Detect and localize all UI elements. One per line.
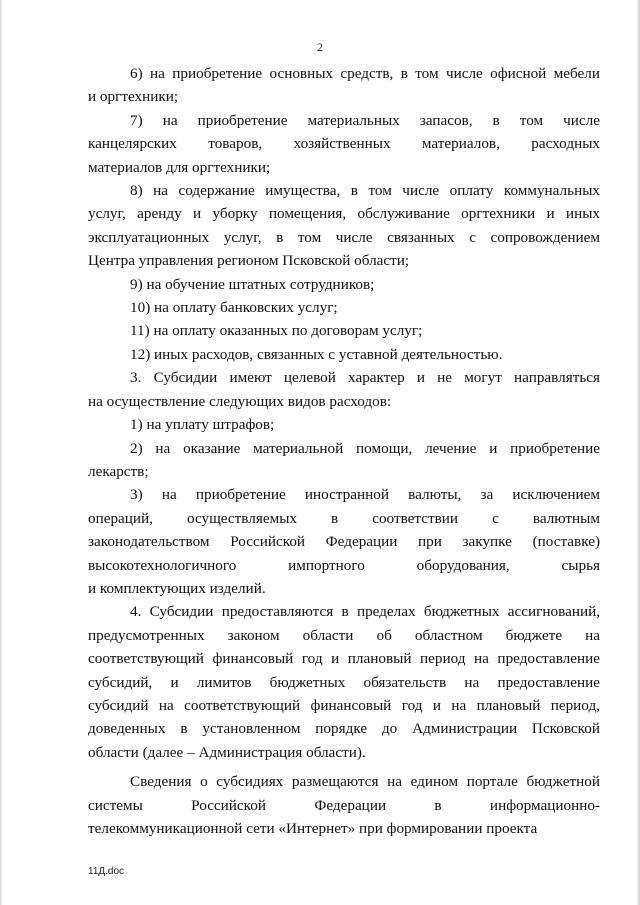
text-line: лекарств;	[88, 462, 149, 480]
paragraph	[88, 413, 600, 436]
text-line: и оргтехники;	[88, 88, 179, 106]
text-line: системы Российской Федерации в информационно-	[88, 796, 600, 814]
paragraph	[88, 600, 600, 764]
text-line: услуг, аренду и уборку помещения, обслуживание оргтехники и иных	[88, 205, 600, 223]
document-body	[88, 62, 600, 840]
scan-edge-left	[0, 0, 3, 905]
paragraph	[88, 343, 600, 366]
text-line: 9) на обучение штатных сотрудников;	[130, 275, 375, 293]
text-line: 11) на оплату оказанных по договорам услуг;	[130, 322, 423, 340]
text-line: законодательством Российской Федерации при закупке (поставке)	[88, 533, 600, 551]
paragraph	[88, 319, 600, 342]
text-line: субсидий на соответствующий финансовый год и на плановый период,	[88, 696, 600, 714]
text-line: соответствующий финансовый год и плановый период на предоставление	[88, 650, 600, 668]
paragraph	[88, 109, 600, 179]
text-line: Сведения о субсидиях размещаются на едином портале бюджетной	[130, 773, 600, 791]
text-line: 2) на оказание материальной помощи, лечение и приобретение	[130, 439, 600, 457]
paragraph	[88, 770, 600, 840]
text-line: 6) на приобретение основных средств, в том числе офисной мебели	[130, 65, 600, 82]
text-line: Центра управления регионом Псковской области;	[88, 252, 410, 270]
paragraph	[88, 483, 600, 600]
file-name-footer: 11Д.doc	[88, 866, 125, 877]
paragraph	[88, 62, 600, 109]
text-line: 7) на приобретение материальных запасов, в том числе	[130, 111, 600, 129]
paragraph	[88, 179, 600, 273]
text-line: предусмотренных законом области об областном бюджете на	[88, 626, 600, 644]
text-line: 4. Субсидии предоставляются в пределах бюджетных ассигнований,	[130, 603, 600, 621]
text-line: 1) на уплату штрафов;	[130, 416, 275, 434]
text-line: материалов для оргтехники;	[88, 158, 271, 176]
paragraph	[88, 296, 600, 319]
paragraph	[88, 437, 600, 484]
text-line: канцелярских товаров, хозяйственных материалов, расходных	[88, 135, 600, 153]
text-line: 3. Субсидии имеют целевой характер и не могут направляться	[130, 369, 600, 387]
text-line: эксплуатационных услуг, в том числе связанных с сопровождением	[88, 228, 600, 246]
text-line: 10) на оплату банковских услуг;	[130, 299, 338, 317]
page-number: 2	[317, 40, 323, 54]
paragraph	[88, 273, 600, 296]
text-line: 8) на содержание имущества, в том числе оплату коммунальных	[130, 182, 600, 200]
paragraph	[88, 366, 600, 413]
text-line: и комплектующих изделий.	[88, 579, 266, 597]
text-line: телекоммуникационной сети «Интернет» при формировании проекта	[88, 820, 538, 837]
text-line: области (далее – Администрация области).	[88, 743, 366, 761]
text-line: 12) иных расходов, связанных с уставной деятельностью.	[130, 345, 503, 363]
text-line: высокотехнологичного импортного оборудования, сырья	[88, 556, 600, 574]
text-line: 3) на приобретение иностранной валюты, за исключением	[130, 486, 600, 504]
text-line: субсидий, и лимитов бюджетных обязательств на предоставление	[88, 673, 600, 691]
text-line: на осуществление следующих видов расходов:	[88, 392, 392, 410]
scan-edge-right	[636, 0, 640, 905]
text-line: доведенных в установленном порядке до Администрации Псковской	[88, 720, 600, 738]
text-line: операций, осуществляемых в соответствии с валютным	[88, 509, 600, 527]
